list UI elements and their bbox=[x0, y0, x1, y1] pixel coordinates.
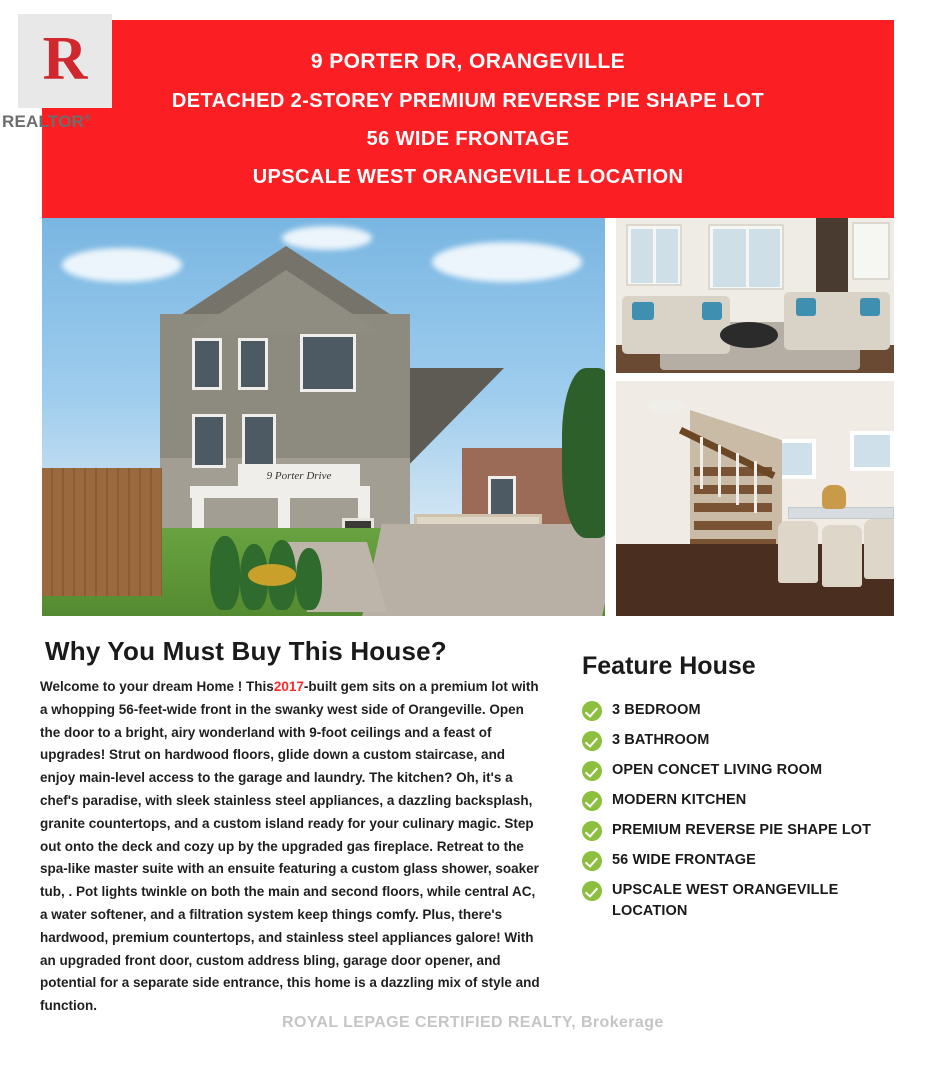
window-pane bbox=[713, 229, 746, 287]
roof-gable-secondary bbox=[192, 270, 380, 332]
throw-pillow bbox=[702, 302, 722, 320]
wood-fence bbox=[42, 468, 162, 596]
feature-label: OPEN CONCET LIVING ROOM bbox=[612, 762, 823, 778]
feature-label: MODERN KITCHEN bbox=[612, 792, 747, 808]
brokerage-watermark: ROYAL LEPAGE CERTIFIED REALTY, Brokerage bbox=[282, 1014, 664, 1031]
photo-living-room bbox=[616, 218, 894, 373]
why-buy-body bbox=[40, 676, 540, 1018]
why-buy-title: Why You Must Buy This House? bbox=[45, 636, 447, 666]
dining-chair-mid bbox=[822, 525, 862, 587]
check-icon bbox=[582, 701, 602, 721]
list-item bbox=[582, 790, 912, 811]
window-pane bbox=[631, 229, 653, 283]
feature-label: 3 BEDROOM bbox=[612, 702, 701, 718]
list-item bbox=[582, 880, 912, 922]
list-item bbox=[582, 820, 912, 841]
list-item bbox=[582, 760, 912, 781]
dining-chair-left bbox=[778, 521, 818, 583]
build-year: 2017 bbox=[273, 679, 304, 694]
window-right bbox=[852, 222, 890, 280]
check-icon bbox=[582, 731, 602, 751]
window-mid-left bbox=[192, 414, 226, 468]
window-pane bbox=[656, 229, 678, 283]
photo-exterior-front bbox=[42, 218, 605, 616]
check-icon bbox=[582, 881, 602, 901]
throw-pillow bbox=[860, 298, 880, 316]
window-upper-left bbox=[192, 338, 222, 390]
check-icon bbox=[582, 791, 602, 811]
window-upper-right bbox=[300, 334, 356, 392]
realtor-logo-word-text: REALTOR bbox=[2, 112, 84, 131]
feature-label: 3 BATHROOM bbox=[612, 732, 710, 748]
coffee-table bbox=[720, 322, 778, 348]
stair-spindle bbox=[700, 437, 703, 489]
stair-spindle bbox=[754, 461, 757, 513]
photo-staircase-dining bbox=[616, 381, 894, 616]
header-line-frontage: 56 WIDE FRONTAGE bbox=[366, 127, 570, 150]
shrub bbox=[296, 548, 322, 610]
window-shutters-center bbox=[708, 224, 784, 290]
feature-label: UPSCALE WEST ORANGEVILLE LOCATION bbox=[612, 882, 839, 919]
window-shutters-left bbox=[626, 224, 682, 286]
cloud-icon bbox=[432, 242, 582, 282]
address-sign: 9 Porter Drive bbox=[238, 464, 360, 488]
realtor-logo bbox=[0, 14, 112, 144]
window-pane bbox=[749, 229, 780, 287]
feature-house-title: Feature House bbox=[582, 652, 756, 680]
throw-pillow bbox=[796, 298, 816, 316]
table-centerpiece bbox=[822, 485, 846, 509]
stair-tread bbox=[694, 521, 772, 530]
throw-pillow bbox=[632, 302, 654, 320]
tree bbox=[562, 368, 605, 538]
list-item bbox=[582, 700, 912, 721]
shrub bbox=[210, 536, 240, 610]
feature-label: 56 WIDE FRONTAGE bbox=[612, 852, 756, 868]
wall-art-right bbox=[850, 431, 894, 471]
stair-tread bbox=[694, 485, 772, 494]
ceiling-light-icon bbox=[648, 399, 684, 413]
feature-list bbox=[582, 700, 912, 931]
check-icon bbox=[582, 761, 602, 781]
realtor-logo-registered: ® bbox=[84, 112, 91, 123]
stair-spindle bbox=[736, 453, 739, 505]
why-buy-body-part2: -built gem sits on a premium lot with a whopping 56-feet-wide front in the swanky west side of Orangeville. Open the door to a bright, airy wonderland with 9-foot ceilings and a feast of upgrades! Strut on hardwood floors, glide down a custom staircase, and enjoy main-level access to the garage and laundry. The kitchen? Oh, it's a chef's paradise, with sleek stainless steel appliances, a dazzling backsplash, granite countertops, and a custom island ready for your culinary magic. Step out onto the deck and cozy up by the upgraded gas fireplace. Retreat to the spa-like master suite with an ensuite featuring a custom glass shower, soaker tub, . Pot lights twinkle on both the main and second floors, while central AC, a water softener, and a filtration system keep things comfy. Plus, there's hardwood, premium countertops, and stainless steel appliances galore! With an upgraded front door, custom address bling, garage door opener, and potential for a separate side entrance, this home is a dazzling mix of style and function. bbox=[40, 679, 540, 1014]
window-mid-right bbox=[242, 414, 276, 468]
realtor-logo-badge bbox=[18, 14, 112, 108]
realtor-logo-wordmark bbox=[2, 112, 91, 132]
feature-label: PREMIUM REVERSE PIE SHAPE LOT bbox=[612, 822, 872, 838]
why-buy-body-part1: Welcome to your dream Home ! This bbox=[40, 679, 274, 694]
flower-bed bbox=[248, 564, 296, 586]
check-icon bbox=[582, 851, 602, 871]
driveway bbox=[362, 524, 605, 616]
header-line-location: UPSCALE WEST ORANGEVILLE LOCATION bbox=[252, 165, 684, 188]
check-icon bbox=[582, 821, 602, 841]
header-banner bbox=[42, 20, 894, 218]
header-line-property-type: DETACHED 2-STOREY PREMIUM REVERSE PIE SHAPE LOT bbox=[171, 89, 765, 112]
window-upper-mid bbox=[238, 338, 268, 390]
dining-chair-right bbox=[864, 519, 894, 579]
realtor-logo-mark: R bbox=[42, 25, 88, 93]
stair-spindle bbox=[718, 445, 721, 497]
header-line-address: 9 PORTER DR, ORANGEVILLE bbox=[310, 50, 626, 74]
stair-tread bbox=[694, 503, 772, 512]
list-item bbox=[582, 730, 912, 751]
list-item bbox=[582, 850, 912, 871]
